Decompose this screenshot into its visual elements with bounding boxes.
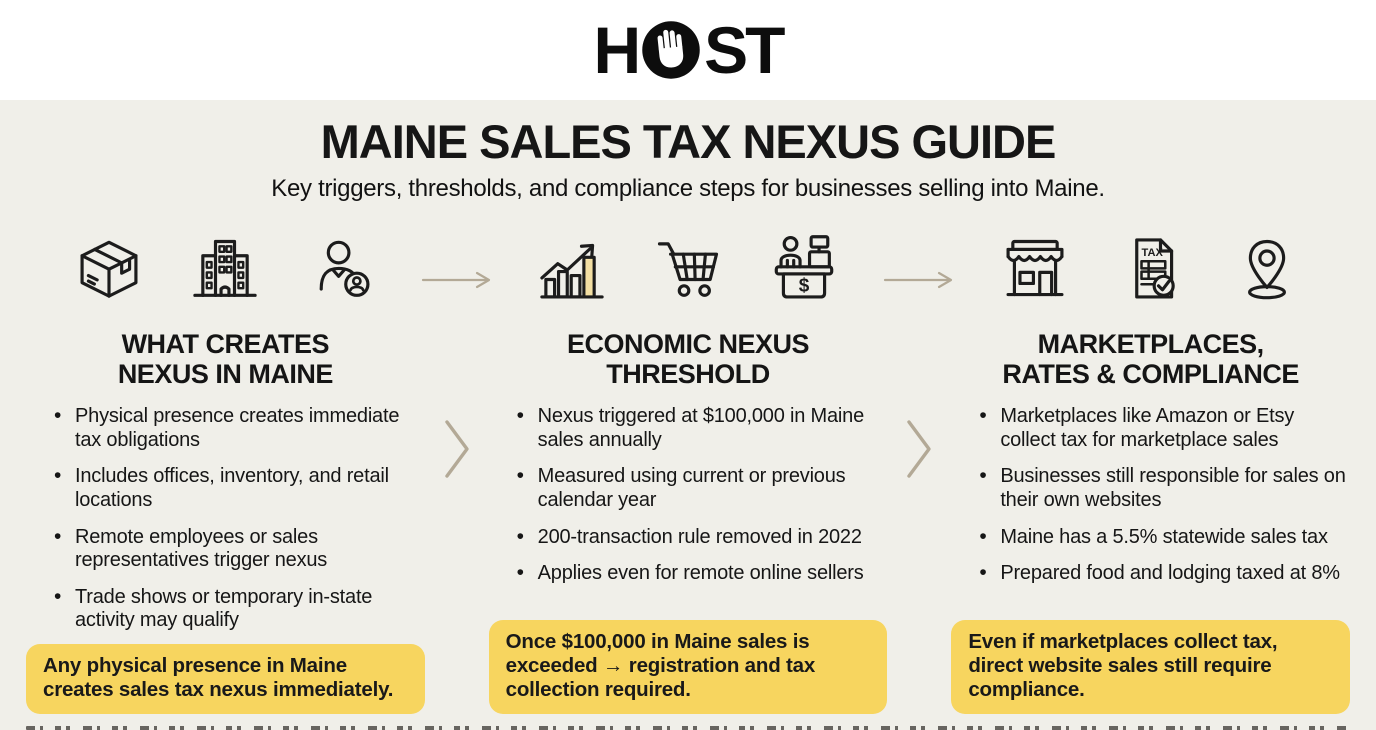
bullet-item: • Trade shows or temporary in-state activity may qualify xyxy=(54,586,423,633)
chevron-right-icon xyxy=(442,417,472,481)
callout-box: Once $100,000 in Maine sales is exceeded → registration and tax collection required. xyxy=(489,620,888,714)
column-physical-nexus xyxy=(26,229,425,714)
column-heading: WHAT CREATES NEXUS IN MAINE xyxy=(117,328,333,389)
bullet-item: • 200-transaction rule removed in 2022 xyxy=(517,526,886,550)
flow-arrow-icon xyxy=(883,271,955,289)
column-marketplaces-compliance xyxy=(951,229,1350,714)
logo-band xyxy=(0,0,1376,100)
svg-text:$: $ xyxy=(798,275,810,297)
bullet-item: • Businesses still responsible for sales on their own websites xyxy=(979,465,1348,512)
hand-icon xyxy=(641,20,701,80)
separator-1 xyxy=(425,229,489,714)
bullet-item: • Prepared food and lodging taxed at 8% xyxy=(979,562,1348,586)
column-heading: MARKETPLACES, RATES & COMPLIANCE xyxy=(1002,328,1299,389)
bullet-item: • Includes offices, inventory, and retail locations xyxy=(54,465,423,512)
chevron-right-icon xyxy=(904,417,934,481)
host-logo xyxy=(593,12,782,88)
page-title: MAINE SALES TAX NEXUS GUIDE xyxy=(320,115,1056,168)
office-building-icon xyxy=(187,232,263,308)
bullet-item: • Measured using current or previous calendar year xyxy=(517,465,886,512)
bullet-item: • Remote employees or sales representatives trigger nexus xyxy=(54,526,423,573)
shopping-cart-icon xyxy=(650,232,726,308)
content-panel xyxy=(0,100,1376,730)
location-pin-icon xyxy=(1229,232,1305,308)
logo-letters-st: ST xyxy=(704,13,783,87)
columns-grid xyxy=(0,203,1376,730)
svg-text:TAX: TAX xyxy=(1141,246,1163,259)
person-badge-icon xyxy=(303,232,379,308)
column-heading: ECONOMIC NEXUS THRESHOLD xyxy=(566,328,809,389)
bullet-list xyxy=(951,405,1350,586)
bullet-item: • Physical presence creates immediate tax obligations xyxy=(54,405,423,452)
icon-row xyxy=(489,229,888,311)
column-economic-nexus xyxy=(489,229,888,714)
callout-box: Any physical presence in Maine creates sales tax nexus immediately. xyxy=(26,644,425,714)
logo-letter-h: H xyxy=(593,13,639,87)
callout-box: Even if marketplaces collect tax, direct website sales still require compliance. xyxy=(951,620,1350,714)
icon-row xyxy=(951,229,1350,311)
bullet-item: • Applies even for remote online sellers xyxy=(517,562,886,586)
page-subtitle: Key triggers, thresholds, and compliance steps for businesses selling into Maine. xyxy=(271,174,1105,202)
separator-2 xyxy=(887,229,951,714)
bullet-item: • Nexus triggered at $100,000 in Maine sales annually xyxy=(517,405,886,452)
bullet-list xyxy=(26,405,425,633)
package-box-icon xyxy=(71,232,147,308)
bullet-item: • Marketplaces like Amazon or Etsy collect tax for marketplace sales xyxy=(979,405,1348,452)
growth-chart-icon xyxy=(534,232,610,308)
storefront-icon xyxy=(997,232,1073,308)
flow-arrow-icon xyxy=(421,271,493,289)
bullet-list xyxy=(489,405,888,586)
icon-row xyxy=(26,229,425,311)
bullet-item: • Maine has a 5.5% statewide sales tax xyxy=(979,526,1348,550)
cashier-register-icon xyxy=(766,232,842,308)
cropped-text-edge xyxy=(26,726,1350,730)
tax-document-icon xyxy=(1113,232,1189,308)
